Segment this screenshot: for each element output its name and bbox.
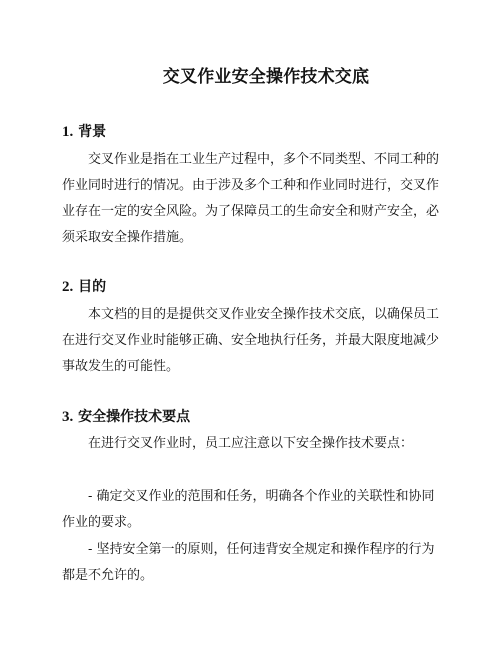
bullet-item [62,484,454,536]
paragraph-line: 作业同时进行的情况。由于涉及多个工种和作业同时进行，交叉作 [62,178,440,193]
bullet-line: 作业的要求。 [62,515,141,530]
section-title: 目的 [78,279,107,295]
paragraph-line: 交叉作业是指在工业生产过程中，多个不同类型、不同工种的 [88,152,440,167]
section-title: 背景 [78,124,107,140]
bullet-item [62,537,454,589]
paragraph-line: 在进行交叉作业时能够正确、安全地执行任务，并最大限度地减少 [62,333,440,348]
section-number: 1. [62,124,74,140]
section-title: 安全操作技术要点 [78,409,191,425]
section-number: 2. [62,279,74,295]
section-heading-key-points [62,406,190,426]
section-number: 3. [62,409,74,425]
paragraph-line: 在进行交叉作业时，员工应注意以下安全操作技术要点： [88,436,414,451]
bullet-line: - 确定交叉作业的范围和任务，明确各个作业的关联性和协同 [88,489,435,504]
section-body-purpose [62,302,454,380]
bullet-line: 都是不允许的。 [62,568,154,583]
section-intro-key-points [62,431,454,457]
paragraph-line: 须采取安全操作措施。 [62,230,193,245]
bullet-line: - 坚持安全第一的原则，任何违背安全规定和操作程序的行为 [88,542,435,557]
paragraph-line: 事故发生的可能性。 [62,359,180,374]
section-body-background [62,147,454,251]
paragraph-line: 本文档的目的是提供交叉作业安全操作技术交底，以确保员工 [88,307,440,322]
paragraph-line: 业存在一定的安全风险。为了保障员工的生命安全和财产安全，必 [62,204,440,219]
section-heading-purpose [62,276,106,296]
section-heading-background [62,121,106,141]
document-title: 交叉作业安全操作技术交底 [162,67,370,87]
